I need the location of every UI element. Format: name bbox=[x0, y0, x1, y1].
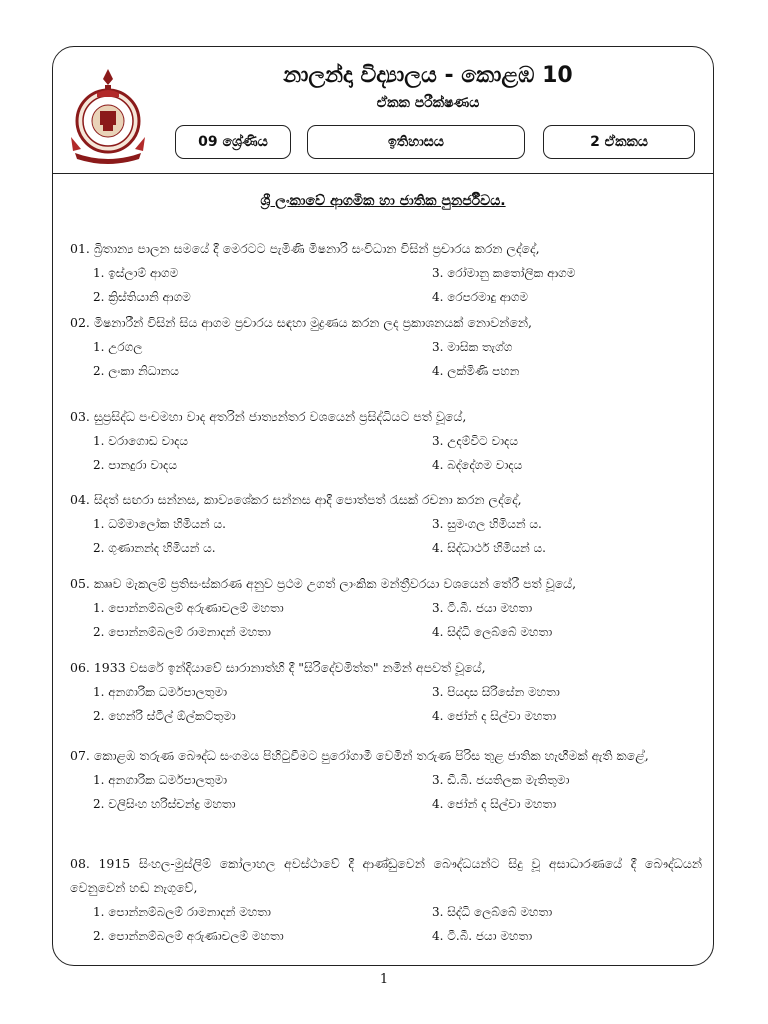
options-grid bbox=[70, 261, 702, 309]
answer-option: 3. පියදාස සිරිසේන මහතා bbox=[432, 685, 560, 699]
header-divider bbox=[53, 173, 713, 174]
options-grid bbox=[70, 335, 702, 383]
answer-option: 2. ක්‍රිස්තියානි ආගම bbox=[93, 290, 191, 304]
question-text: 02. මිෂනාරීන් විසින් සිය ආගම ප්‍රචාරය සඳහා මුද්‍රණය කරන ලද ප්‍රකාශනයක් නොවන්නේ, bbox=[70, 315, 532, 330]
answer-option: 3. සිද්ධි ලෙබ්බේ මහතා bbox=[432, 905, 553, 919]
school-crest-logo bbox=[67, 65, 149, 165]
question-7 bbox=[70, 744, 702, 816]
question-text: 06. 1933 වසරේ ඉන්දියාවේ සාරානාත්හි දී "සිරිදේවමිත්ත" නමින් අපවත් වූයේ, bbox=[70, 660, 486, 675]
options-grid bbox=[70, 512, 702, 560]
answer-option: 1. අනගාරික ධර්මපාලතුමා bbox=[93, 773, 228, 787]
answer-option: 4. ජෝන් ද සිල්වා මහතා bbox=[432, 797, 557, 811]
answer-option: 2. පොන්නම්බලම් රාමනාදන් මහතා bbox=[93, 625, 271, 639]
subject-label: ඉතිහාසය bbox=[388, 134, 444, 150]
question-3 bbox=[70, 405, 702, 477]
question-5 bbox=[70, 572, 702, 644]
grade-box bbox=[175, 125, 291, 159]
options-grid bbox=[70, 596, 702, 644]
answer-option: 4. ජෝන් ද සිල්වා මහතා bbox=[432, 709, 557, 723]
question-text: 04. සිදත් සඟරා සන්නස, කාව්‍යශේකර සන්නස ආදී පොත්පත් රැසක් රචනා කරන ලද්දේ, bbox=[70, 492, 522, 507]
answer-option: 2. හෙන්රි ස්ටීල් ඕල්කට්තුමා bbox=[93, 709, 236, 723]
question-4 bbox=[70, 488, 702, 560]
page-number: 1 bbox=[379, 972, 389, 987]
question-text: 05. කෲව මැකලම් ප්‍රතිසංස්කරණ අනුව ප්‍රථම උගත් ලාංකික මන්ත්‍රීවරයා වශයෙන් තේරී පත් වූයේ, bbox=[70, 576, 577, 591]
options-grid bbox=[70, 900, 702, 948]
grade-label: 09 ශ්‍රේණිය bbox=[198, 134, 268, 150]
answer-option: 2. ලංකා නිධානය bbox=[93, 364, 179, 378]
answer-option: 3. මාසික තැග්ග bbox=[432, 340, 513, 354]
answer-option: 3. ඩී.බී. ජයතිලක මැතිතුමා bbox=[432, 773, 570, 787]
options-grid bbox=[70, 680, 702, 728]
answer-option: 1. වරාගොඩ වාදය bbox=[93, 434, 189, 448]
answer-option: 3. සුමංගල හිමියන් ය. bbox=[432, 517, 542, 531]
question-text: 03. සුප්‍රසිද්ධ පංචමහා වාද අතරින් ජාත්‍යන්තර වශයෙන් ප්‍රසිද්ධියට පත් වූයේ, bbox=[70, 409, 467, 424]
answer-option: 1. පොන්නම්බලම් අරුණාචලම් මහතා bbox=[93, 601, 284, 615]
question-2 bbox=[70, 311, 702, 383]
answer-option: 1. ධම්මාලෝක හිමියන් ය. bbox=[93, 517, 226, 531]
answer-option: 1. ඉස්ලාම් ආගම bbox=[93, 266, 179, 280]
answer-option: 3. උදම්විට වාදය bbox=[432, 434, 518, 448]
question-text: 01. බ්‍රිතාන්‍ය පාලන සමයේ දී මෙරටට පැමිණි මිෂනාරි සංවිධාන විසින් ප්‍රචාරය කරන ලද්දේ, bbox=[70, 241, 540, 256]
answer-option: 1. පොන්නම්බලම් රාමනාදන් මහතා bbox=[93, 905, 271, 919]
exam-type: ඒකක පරීක්ෂණය bbox=[376, 95, 480, 111]
unit-box bbox=[543, 125, 695, 159]
question-8 bbox=[70, 852, 702, 948]
answer-option: 2. පානදුරා වාදය bbox=[93, 458, 177, 472]
paper-title: ශ්‍රී ලංකාවේ ආගමික හා ජාතික පුනර්ජීවය. bbox=[260, 193, 506, 209]
answer-option: 4. ටී.බී. ජයා මහතා bbox=[432, 929, 533, 943]
options-grid bbox=[70, 429, 702, 477]
exam-paper-frame bbox=[52, 46, 714, 966]
unit-label: 2 ඒකකය bbox=[590, 134, 648, 150]
answer-option: 4. රෙපරමාදු ආගම bbox=[432, 290, 529, 304]
answer-option: 4. සිද්ධාර්ථ හිමියන් ය. bbox=[432, 541, 546, 555]
answer-option: 1. උරගල bbox=[93, 340, 143, 354]
question-6 bbox=[70, 656, 702, 728]
answer-option: 1. අනගාරික ධර්මපාලතුමා bbox=[93, 685, 228, 699]
question-text: 08. 1915 සිංහල-මුස්ලිම් කෝලාහල අවස්ථාවේ දී ආණ්ඩුවෙන් බෞද්ධයන්ට සිදු වූ අසාධාරණයේ දී බෞද්ධයන් වෙනුවෙන් හඬ නැගුවේ, bbox=[70, 856, 702, 895]
answer-option: 4. ලක්මිණි පහන bbox=[432, 364, 520, 378]
subject-box bbox=[307, 125, 525, 159]
answer-option: 2. වලිසිංහ හරිස්චන්ද්‍ර මහතා bbox=[93, 797, 236, 811]
school-name: නාලන්දා විද්‍යාලය - කොළඹ 10 bbox=[283, 63, 573, 88]
answer-option: 3. ටී.බී. ජයා මහතා bbox=[432, 601, 533, 615]
answer-option: 2. ගුණානන්ද හිමියන් ය. bbox=[93, 541, 216, 555]
question-1 bbox=[70, 237, 702, 309]
answer-option: 4. බද්දේගම වාදය bbox=[432, 458, 523, 472]
answer-option: 4. සිද්ධි ලෙබ්බේ මහතා bbox=[432, 625, 553, 639]
question-text: 07. කොළඹ තරුණ බෞද්ධ සංගමය පිහිටුවීමට පුරෝගාමී වෙමින් තරුණ පිරිස තුළ ජාතික හැඟීමක් ඇති කළේ, bbox=[70, 748, 649, 763]
options-grid bbox=[70, 768, 702, 816]
answer-option: 2. පොන්නම්බලම් අරුණාචලම් මහතා bbox=[93, 929, 284, 943]
answer-option: 3. රෝමානු කතෝලික ආගම bbox=[432, 266, 576, 280]
